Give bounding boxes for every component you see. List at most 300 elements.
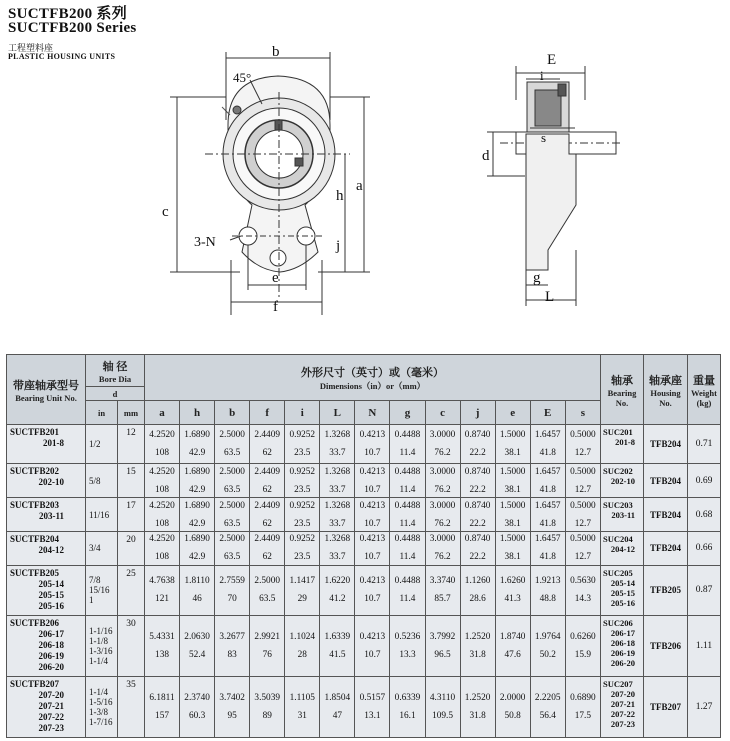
cell-dimension (355, 425, 390, 464)
cell-line: 2.7559 (219, 576, 245, 587)
cell-line: 0.5000 (570, 500, 596, 511)
cell-line: 12.7 (574, 518, 592, 529)
cell-dimension (215, 463, 250, 498)
header-weight: 重量 Weight (kg) (688, 355, 721, 425)
cell-line: 0.9252 (289, 466, 316, 477)
cell-line: 56.4 (539, 710, 556, 721)
front-view (170, 52, 370, 315)
cell-dimension (355, 615, 390, 676)
subtitle-en: PLASTIC HOUSING UNITS (8, 52, 116, 61)
cell-dimension (530, 676, 565, 737)
cell-line: 4.2520 (149, 466, 175, 477)
cell-line: 121 (155, 594, 169, 605)
cell-dimension (460, 676, 495, 737)
header-col: i (285, 401, 320, 425)
cell-dimension (285, 532, 320, 566)
cell-line: 42.9 (188, 518, 206, 529)
cell-dimension (565, 676, 600, 737)
cell-dimension (285, 615, 320, 676)
cell-line: 1.5000 (499, 500, 526, 511)
header-col: f (250, 401, 285, 425)
label-i: i (540, 68, 544, 83)
cell-line: 207-22 (610, 708, 635, 719)
cell-line: 2.5000 (254, 576, 280, 587)
cell-line: 41.8 (539, 484, 556, 495)
cell-dimension (390, 565, 425, 615)
cell-line: SUCTFB205 (10, 567, 60, 578)
cell-line: 0.4213 (359, 500, 386, 511)
cell-line: 0.4213 (359, 429, 386, 440)
cell-line: 1-3/8 (89, 706, 108, 717)
cell-line: 63.5 (224, 552, 241, 563)
cell-line: 38.1 (504, 518, 521, 529)
cell-line: 138 (155, 649, 169, 660)
cell-line: 0.5157 (359, 692, 386, 703)
cell-dimension (495, 425, 530, 464)
cell-bore-mm: 35 (118, 676, 145, 737)
cell-dimension (565, 463, 600, 498)
label-h: h (336, 188, 344, 204)
cell-dimension (250, 676, 285, 737)
cell-bore-mm: 25 (118, 565, 145, 615)
cell-bearing-no (601, 498, 644, 532)
cell-dimension (250, 498, 285, 532)
cell-line: 10.7 (364, 447, 381, 458)
cell-line: 207-23 (610, 718, 635, 729)
cell-line: 1.5000 (499, 466, 526, 477)
cell-unit-no (7, 463, 86, 498)
cell-dimension (180, 676, 215, 737)
cell-line: 4.2520 (149, 534, 175, 545)
cell-line: 23.5 (294, 484, 311, 495)
cell-line: 1.3268 (324, 534, 351, 545)
cell-line: 76.2 (434, 484, 451, 495)
cell-line: 28.6 (469, 594, 486, 605)
cell-line: 3.0000 (429, 534, 456, 545)
cell-dimension (530, 615, 565, 676)
cell-line: 3.0000 (429, 429, 456, 440)
cell-line: 201-8 (615, 437, 635, 447)
cell-dimension (285, 425, 320, 464)
cell-line: 205-14 (610, 577, 635, 588)
cell-dimension (320, 676, 355, 737)
cell-line: 0.4488 (394, 429, 421, 440)
cell-line: 2.5000 (219, 534, 245, 545)
cell-line: SUCTFB202 (10, 465, 60, 476)
cell-dimension (145, 463, 180, 498)
cell-line: SUC204 (603, 534, 633, 545)
label-f: f (273, 299, 278, 315)
label-E: E (547, 52, 557, 68)
cell-housing-no: TFB204 (644, 532, 688, 566)
title-cn: SUCTFB200 系列 (8, 6, 128, 22)
header-d: d (86, 387, 145, 401)
cell-bore-in (86, 532, 118, 566)
cell-line: 1.1105 (289, 692, 315, 703)
cell-dimension (495, 565, 530, 615)
cell-line: 10.7 (364, 484, 381, 495)
cell-line: 52.4 (188, 649, 206, 660)
cell-line: 1.3268 (324, 429, 351, 440)
cell-line: 1.6220 (324, 576, 351, 587)
cell-bore-in (86, 463, 118, 498)
cell-dimension (215, 532, 250, 566)
cell-line: 11.4 (399, 518, 416, 529)
cell-line: 1-5/16 (89, 696, 113, 707)
table-row (7, 676, 721, 737)
cell-line: 3.7402 (219, 692, 245, 703)
cell-dimension (565, 615, 600, 676)
cell-bore-mm: 30 (118, 615, 145, 676)
cell-line: 206-18 (38, 639, 64, 650)
cell-line: 38.1 (504, 552, 521, 563)
label-c: c (162, 204, 169, 220)
cell-dimension (460, 532, 495, 566)
cell-line: 46 (192, 594, 202, 605)
technical-drawing (150, 42, 620, 322)
cell-line: 4.2520 (149, 500, 175, 511)
cell-line: 0.9252 (289, 534, 316, 545)
cell-bearing-no (601, 565, 644, 615)
cell-line: 23.5 (294, 447, 311, 458)
cell-line: 1.6457 (534, 466, 561, 477)
cell-unit-no (7, 498, 86, 532)
cell-line: SUCTFB206 (10, 617, 60, 628)
cell-dimension (215, 615, 250, 676)
cell-line: 1.3268 (324, 500, 351, 511)
cell-dimension (320, 565, 355, 615)
cell-line: 0.4488 (394, 534, 421, 545)
cell-dimension (145, 565, 180, 615)
cell-line: 10.7 (364, 649, 381, 660)
cell-line: 2.0630 (184, 631, 210, 642)
header-in: in (86, 401, 118, 425)
cell-line: 96.5 (434, 649, 451, 660)
cell-line: 206-17 (38, 628, 64, 639)
cell-line: 207-21 (38, 700, 64, 711)
cell-line: 206-18 (610, 637, 635, 648)
label-a: a (356, 178, 363, 194)
cell-line: 1.6890 (184, 429, 210, 440)
cell-line: 2.4409 (254, 500, 280, 511)
cell-line: 3.0000 (429, 466, 456, 477)
cell-line: 201-8 (43, 438, 64, 448)
cell-line: 1.6457 (534, 500, 561, 511)
cell-line: 41.2 (329, 594, 346, 605)
header-col: E (530, 401, 565, 425)
cell-line: 50.2 (539, 649, 556, 660)
cell-line: 207-20 (38, 689, 64, 700)
cell-line: 1.8504 (324, 692, 351, 703)
cell-line: SUCTFB201 (10, 427, 60, 437)
cell-dimension (355, 565, 390, 615)
cell-dimension (320, 615, 355, 676)
cell-weight: 0.66 (688, 532, 721, 566)
cell-bore-in (86, 498, 118, 532)
cell-line: 10.7 (364, 518, 381, 529)
cell-dimension (145, 498, 180, 532)
cell-line: 0.8740 (464, 534, 491, 545)
cell-housing-no: TFB206 (644, 615, 688, 676)
cell-line: SUCTFB207 (10, 678, 60, 689)
cell-line: 47 (332, 710, 342, 721)
cell-line: 63.5 (259, 594, 276, 605)
cell-line: 1.5000 (499, 534, 526, 545)
header-bore: 轴 径 Bore Dia (86, 355, 145, 387)
cell-dimension (320, 463, 355, 498)
cell-line: 28 (297, 649, 307, 660)
cell-line: 4.2520 (149, 429, 175, 440)
cell-bore-mm: 20 (118, 532, 145, 566)
cell-line: 0.5000 (570, 429, 596, 440)
header-housing-no: 轴承座 Housing No. (644, 355, 688, 425)
cell-line: 41.5 (329, 649, 346, 660)
cell-line: 2.2205 (534, 692, 561, 703)
cell-line: SUCTFB204 (10, 534, 60, 545)
cell-line: SUC207 (603, 678, 633, 689)
cell-line: 0.8740 (464, 500, 491, 511)
header-dimensions: 外形尺寸（英寸）或（毫米） Dimensions（in）or（mm） (145, 355, 601, 401)
cell-line: 0.4213 (359, 576, 386, 587)
cell-line: 14.3 (574, 594, 592, 605)
cell-dimension (180, 532, 215, 566)
label-b: b (272, 44, 280, 60)
header-col: b (215, 401, 250, 425)
cell-dimension (460, 425, 495, 464)
cell-housing-no: TFB204 (644, 498, 688, 532)
label-angle: 45° (233, 70, 252, 85)
cell-line: 1-7/16 (89, 716, 113, 727)
cell-line: 1.9764 (534, 631, 561, 642)
cell-bearing-no (601, 532, 644, 566)
cell-line: 206-17 (610, 627, 635, 638)
cell-line: 207-20 (610, 688, 635, 699)
cell-line: 76.2 (434, 518, 451, 529)
cell-bore-mm: 15 (118, 463, 145, 498)
cell-line: 108 (155, 447, 169, 458)
cell-line: 62 (262, 552, 272, 563)
cell-line: 206-19 (38, 650, 64, 661)
cell-line: 1.1260 (464, 576, 491, 587)
cell-dimension (250, 532, 285, 566)
cell-line: 5/8 (89, 475, 101, 486)
cell-unit-no (7, 676, 86, 737)
cell-line: 29 (297, 594, 307, 605)
cell-line: 10.7 (364, 552, 381, 563)
cell-line: 1.2520 (464, 631, 491, 642)
table-row (7, 565, 721, 615)
cell-dimension (530, 425, 565, 464)
cell-line: 1.2520 (464, 692, 491, 703)
cell-line: 0.6890 (570, 692, 596, 703)
cell-line: 205-15 (38, 589, 64, 600)
cell-line: 13.1 (364, 710, 381, 721)
cell-dimension (145, 425, 180, 464)
header-col: h (180, 401, 215, 425)
cell-dimension (285, 676, 320, 737)
cell-line: 48.8 (539, 594, 556, 605)
cell-bore-mm: 12 (118, 425, 145, 464)
cell-dimension (180, 463, 215, 498)
cell-dimension (285, 498, 320, 532)
cell-dimension (495, 615, 530, 676)
cell-line: 108 (155, 552, 169, 563)
cell-dimension (320, 425, 355, 464)
cell-line: 1.6890 (184, 500, 210, 511)
label-g: g (533, 270, 541, 286)
cell-line: SUC203 (603, 500, 633, 511)
cell-line: 204-12 (610, 544, 635, 555)
cell-line: 207-21 (610, 698, 635, 709)
cell-line: 205-16 (38, 600, 64, 611)
cell-line: 2.5000 (219, 500, 245, 511)
cell-dimension (565, 425, 600, 464)
header-col: g (390, 401, 425, 425)
cell-line: 0.4213 (359, 466, 386, 477)
cell-line: 0.5236 (394, 631, 421, 642)
cell-line: 89 (262, 710, 272, 721)
cell-line: 83 (227, 649, 237, 660)
cell-line: 42.9 (188, 552, 206, 563)
cell-dimension (460, 615, 495, 676)
cell-line: 60.3 (188, 710, 206, 721)
cell-dimension (425, 565, 460, 615)
cell-housing-no: TFB204 (644, 425, 688, 464)
cell-line: 41.8 (539, 552, 556, 563)
cell-line: 23.5 (294, 518, 311, 529)
cell-housing-no: TFB207 (644, 676, 688, 737)
cell-line: 63.5 (224, 484, 241, 495)
cell-line: 38.1 (504, 447, 521, 458)
cell-line: 63.5 (224, 518, 241, 529)
cell-line: 0.6339 (394, 692, 421, 703)
cell-line: 1.6260 (499, 576, 526, 587)
cell-line: 0.4213 (359, 631, 386, 642)
cell-dimension (180, 615, 215, 676)
cell-line: 202-10 (38, 476, 64, 487)
cell-line: 0.8740 (464, 429, 491, 440)
cell-line: 2.5000 (219, 466, 245, 477)
cell-line: SUC205 (603, 567, 633, 578)
cell-bore-in (86, 425, 118, 464)
cell-line: 3.2677 (219, 631, 245, 642)
header-col: c (425, 401, 460, 425)
cell-line: 1-1/8 (89, 635, 108, 646)
cell-weight: 1.27 (688, 676, 721, 737)
cell-dimension (495, 498, 530, 532)
cell-line: 22.2 (469, 484, 486, 495)
cell-line: 13.3 (399, 649, 416, 660)
cell-dimension (215, 425, 250, 464)
cell-line: 108 (155, 484, 169, 495)
cell-dimension (530, 532, 565, 566)
cell-dimension (390, 532, 425, 566)
cell-line: 108 (155, 518, 169, 529)
cell-housing-no: TFB204 (644, 463, 688, 498)
cell-line: 76.2 (434, 447, 451, 458)
spec-table-body (7, 425, 721, 738)
cell-weight: 1.11 (688, 615, 721, 676)
cell-line: 41.8 (539, 518, 556, 529)
cell-dimension (145, 532, 180, 566)
cell-line: 2.3740 (184, 692, 210, 703)
cell-line: 11.4 (399, 594, 416, 605)
cell-dimension (390, 676, 425, 737)
cell-line: 0.4488 (394, 466, 421, 477)
table-row (7, 615, 721, 676)
cell-line: 3.5039 (254, 692, 280, 703)
cell-line: 206-20 (610, 657, 635, 668)
cell-line: 42.9 (188, 447, 206, 458)
cell-line: 3/4 (89, 543, 101, 554)
cell-dimension (215, 498, 250, 532)
cell-line: 1-1/16 (89, 625, 113, 636)
header-col: e (495, 401, 530, 425)
cell-line: 62 (262, 518, 272, 529)
cell-line: 22.2 (469, 552, 486, 563)
cell-dimension (250, 615, 285, 676)
table-row (7, 463, 721, 498)
cell-line: 1 (89, 595, 94, 606)
cell-line: 2.4409 (254, 466, 280, 477)
subtitle-cn: 工程塑料座 (8, 43, 54, 53)
cell-line: 1.1417 (289, 576, 316, 587)
cell-dimension (390, 615, 425, 676)
header-unit-no: 带座轴承型号 Bearing Unit No. (7, 355, 86, 425)
cell-unit-no (7, 565, 86, 615)
label-d: d (482, 148, 490, 164)
cell-weight: 0.71 (688, 425, 721, 464)
cell-line: 11/16 (89, 509, 110, 520)
cell-line: 202-10 (610, 475, 635, 486)
cell-line: SUC201 (603, 427, 633, 437)
cell-line: 2.4409 (254, 429, 280, 440)
cell-line: 1.1024 (289, 631, 316, 642)
cell-line: 41.3 (504, 594, 521, 605)
cell-dimension (460, 498, 495, 532)
cell-dimension (390, 463, 425, 498)
label-s: s (541, 130, 547, 145)
cell-unit-no (7, 615, 86, 676)
cell-dimension (180, 498, 215, 532)
cell-line: 1.9213 (534, 576, 561, 587)
cell-line: 0.6260 (570, 631, 596, 642)
cell-dimension (180, 425, 215, 464)
cell-line: 1.8740 (499, 631, 526, 642)
cell-dimension (390, 425, 425, 464)
cell-line: 0.4488 (394, 500, 421, 511)
cell-line: 1/2 (89, 438, 101, 449)
cell-dimension (495, 676, 530, 737)
cell-line: 12.7 (574, 447, 592, 458)
cell-line: 3.7992 (429, 631, 456, 642)
side-view (487, 66, 620, 306)
cell-line: SUC206 (603, 617, 633, 628)
cell-line: 41.8 (539, 447, 556, 458)
cell-dimension (215, 565, 250, 615)
table-row (7, 425, 721, 464)
cell-line: 33.7 (329, 484, 346, 495)
cell-housing-no: TFB205 (644, 565, 688, 615)
label-3n: 3-N (194, 235, 216, 250)
header-bearing-no: 轴承 Bearing No. (601, 355, 644, 425)
cell-line: 1.6890 (184, 534, 210, 545)
cell-line: 22.2 (469, 447, 486, 458)
cell-dimension (425, 615, 460, 676)
label-e-front: e (272, 270, 279, 286)
header-col: a (145, 401, 180, 425)
cell-dimension (425, 463, 460, 498)
